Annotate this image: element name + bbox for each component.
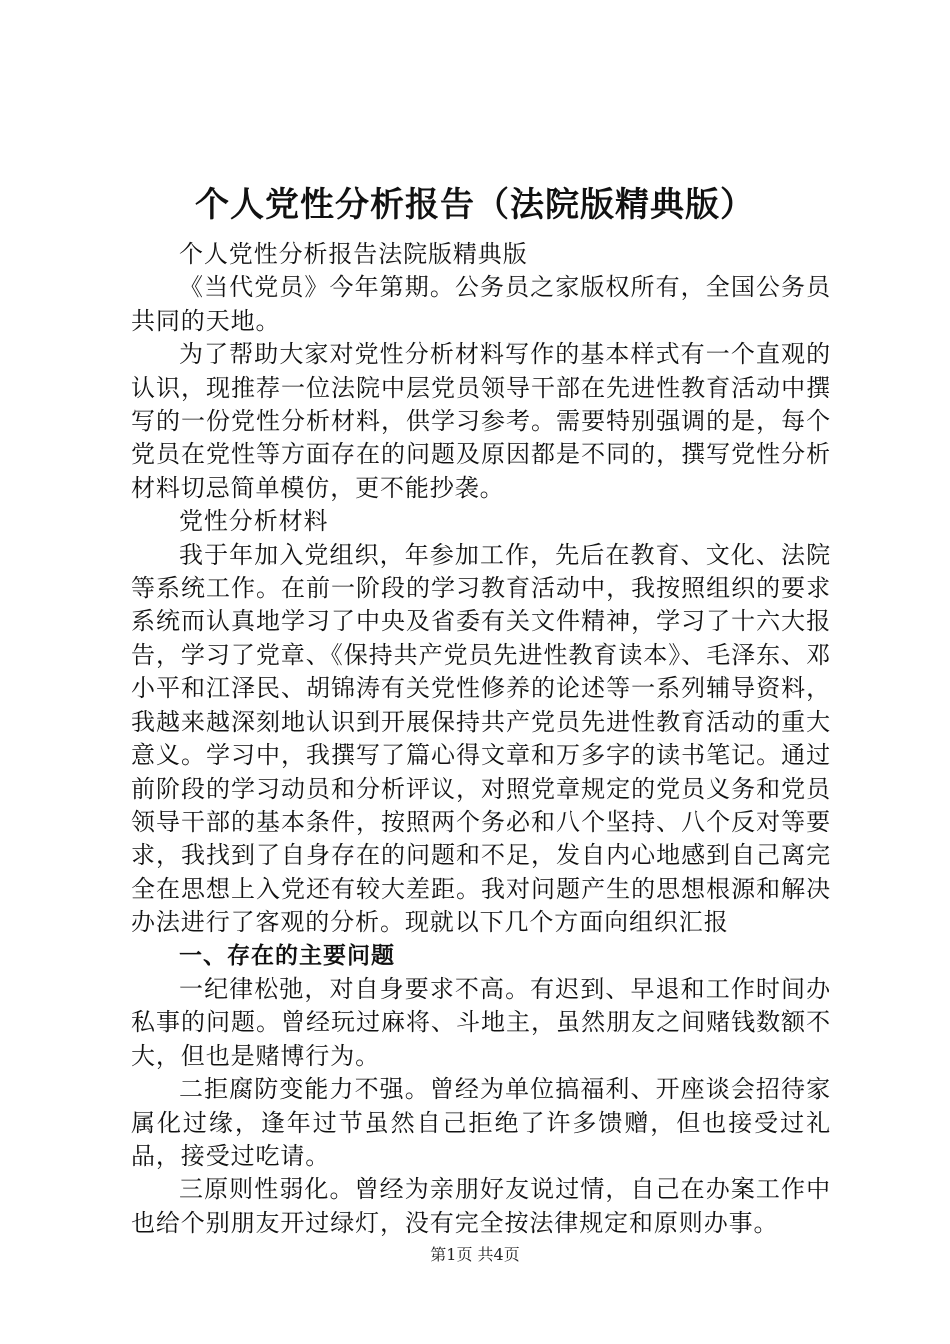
- page-footer: 第1页 共4页: [430, 1245, 520, 1264]
- paragraph-source: 《当代党员》今年第期。公务员之家版权所有，全国公务员共同的天地。: [131, 273, 831, 335]
- document-body: [131, 238, 831, 1240]
- paragraph-material-label: 党性分析材料: [179, 507, 329, 536]
- paragraph-issue-2: 二拒腐防变能力不强。曾经为单位搞福利、开座谈会招待家属化过缘，逢年过节虽然自己拒绝了许多馈赠，但也接受过礼品，接受过吃请。: [131, 1075, 831, 1170]
- paragraph-issue-3: 三原则性弱化。曾经为亲朋好友说过情，自己在办案工作中也给个别朋友开过绿灯，没有完全按法律规定和原则办事。: [131, 1175, 831, 1237]
- paragraph-subtitle: 个人党性分析报告法院版精典版: [179, 240, 528, 268]
- paragraph-background: 我于年加入党组织，年参加工作，先后在教育、文化、法院等系统工作。在前一阶段的学习教育活动中，我按照组织的要求系统而认真地学习了中央及省委有关文件精神，学习了十六大报告，学习了党章、《保持共产党员先进性教育读本》、毛泽东、邓小平和江泽民、胡锦涛有关党性修养的论述等一系列辅导资料，我越来越深刻地认识到开展保持共产党员先进性教育活动的重大意义。学习中，我撰写了篇心得文章和万多字的读书笔记。通过前阶段的学习动员和分析评议，对照党章规定的党员义务和党员领导干部的基本条件，按照两个务必和八个坚持、八个反对等要求，我找到了自身存在的问题和不足，发自内心地感到自己离完全在思想上入党还有较大差距。我对问题产生的思想根源和解决办法进行了客观的分析。现就以下几个方面向组织汇报: [131, 540, 831, 937]
- paragraph-issue-1: 一纪律松弛，对自身要求不高。有迟到、早退和工作时间办私事的问题。曾经玩过麻将、斗地主，虽然朋友之间赌钱数额不大，但也是赌博行为。: [131, 974, 831, 1070]
- section-heading: 一、存在的主要问题: [179, 942, 395, 969]
- document-title: 个人党性分析报告（法院版精典版）: [195, 185, 755, 225]
- paragraph-intro: 为了帮助大家对党性分析材料写作的基本样式有一个直观的认识，现推荐一位法院中层党员领导干部在先进性教育活动中撰写的一份党性分析材料，供学习参考。需要特别强调的是，每个党员在党性等方面存在的问题及原因都是不同的，撰写党性分析材料切忌简单模仿，更不能抄袭。: [131, 340, 831, 502]
